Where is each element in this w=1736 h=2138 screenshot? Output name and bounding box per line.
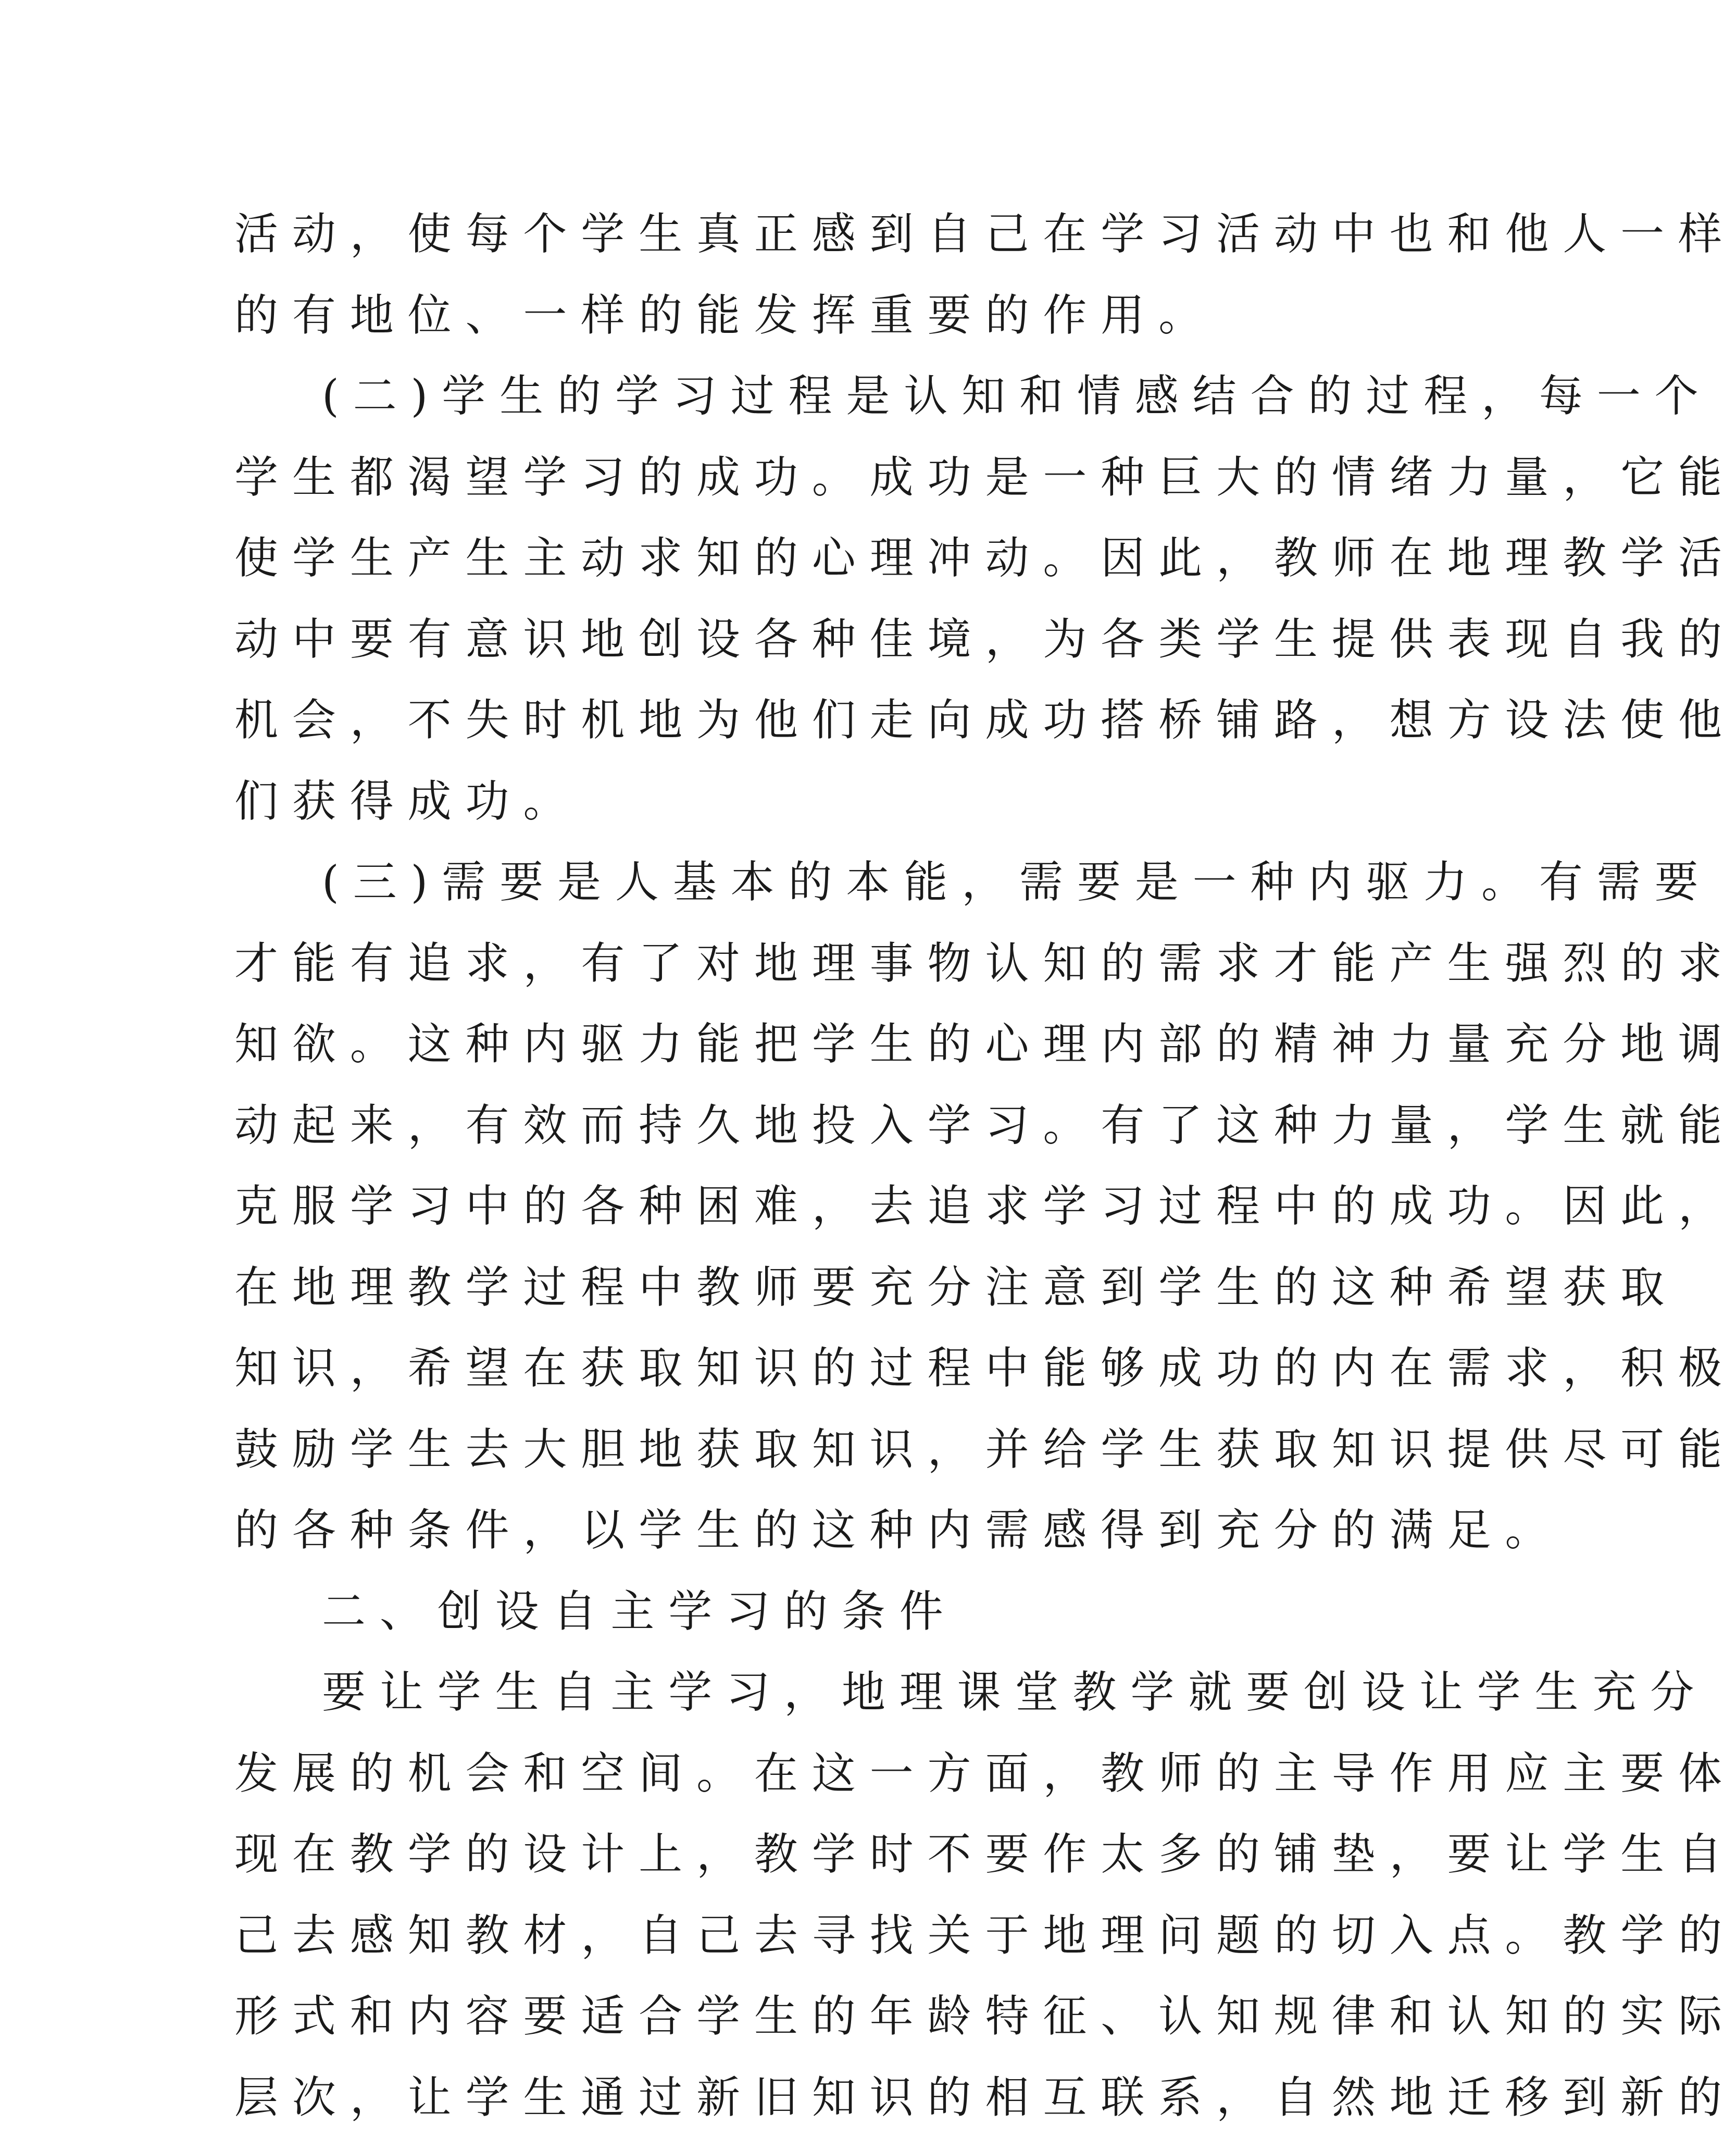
text-line: 层次，让学生通过新旧知识的相互联系，自然地迁移到新的	[234, 2057, 1281, 2138]
text-line: 学生都渴望学习的成功。成功是一种巨大的情绪力量，它能	[234, 437, 1281, 518]
text-line: 克服学习中的各种困难，去追求学习过程中的成功。因此，	[234, 1166, 1281, 1247]
text-line: 己去感知教材，自己去寻找关于地理问题的切入点。教学的	[234, 1895, 1281, 1977]
text-line: 使学生产生主动求知的心理冲动。因此，教师在地理教学活	[234, 518, 1281, 599]
paragraph-first-line: 要让学生自主学习，地理课堂教学就要创设让学生充分	[234, 1652, 1281, 1733]
text-line: 机会，不失时机地为他们走向成功搭桥铺路，想方设法使他	[234, 680, 1281, 761]
text-line: 动起来，有效而持久地投入学习。有了这种力量，学生就能	[234, 1085, 1281, 1166]
text-line: 在地理教学过程中教师要充分注意到学生的这种希望获取	[234, 1247, 1281, 1328]
paragraph-first-line: (三)需要是人基本的本能，需要是一种内驱力。有需要	[234, 842, 1281, 923]
text-line: 们获得成功。	[234, 761, 1281, 842]
body-text	[234, 194, 1281, 2138]
text-line: 的有地位、一样的能发挥重要的作用。	[234, 275, 1281, 356]
text-line: 形式和内容要适合学生的年龄特征、认知规律和认知的实际	[234, 1976, 1281, 2057]
text-line: 知识，希望在获取知识的过程中能够成功的内在需求，积极	[234, 1328, 1281, 1409]
text-line: 鼓励学生去大胆地获取知识，并给学生获取知识提供尽可能	[234, 1409, 1281, 1490]
text-line: 发展的机会和空间。在这一方面，教师的主导作用应主要体	[234, 1733, 1281, 1814]
text-line: 知欲。这种内驱力能把学生的心理内部的精神力量充分地调	[234, 1004, 1281, 1085]
text-line: 现在教学的设计上，教学时不要作太多的铺垫，要让学生自	[234, 1814, 1281, 1895]
section-heading: 二、创设自主学习的条件	[234, 1571, 1281, 1652]
text-line: 才能有追求，有了对地理事物认知的需求才能产生强烈的求	[234, 923, 1281, 1004]
text-line: 活动，使每个学生真正感到自己在学习活动中也和他人一样	[234, 194, 1281, 275]
text-line: 的各种条件，以学生的这种内需感得到充分的满足。	[234, 1490, 1281, 1571]
text-line: 动中要有意识地创设各种佳境，为各类学生提供表现自我的	[234, 599, 1281, 680]
paragraph-first-line: (二)学生的学习过程是认知和情感结合的过程，每一个	[234, 356, 1281, 437]
